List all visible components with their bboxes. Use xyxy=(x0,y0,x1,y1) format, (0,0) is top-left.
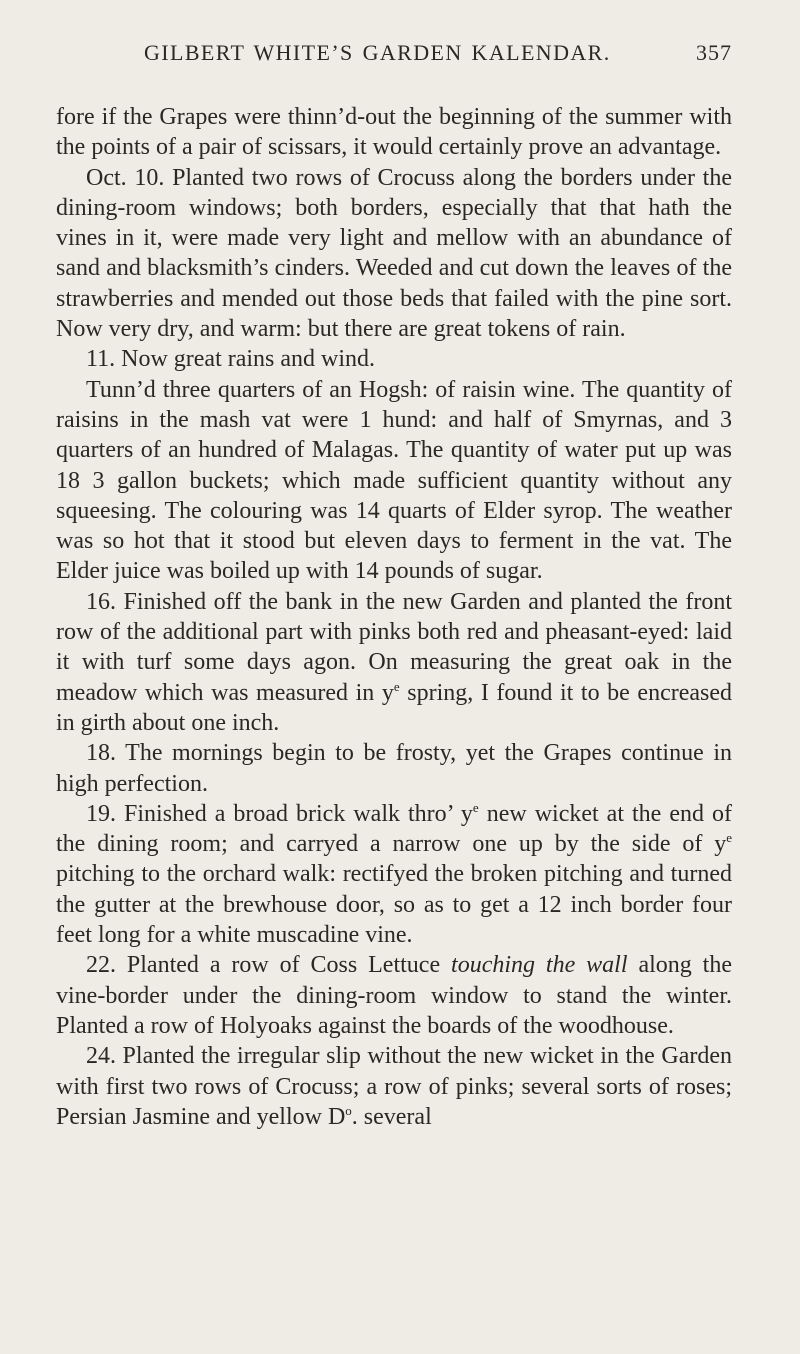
paragraph-19: 19. Finished a broad brick walk thro’ $y^e$ new wicket at the end of the dining room; and carryed a narrow one up by the side of $y^e$ pitching to the orchard walk: rectifyed the broken pitching and turned the gutter at the brewhouse door, so as to get a 12 inch border four feet long for a white muscadine vine. xyxy=(56,799,733,949)
running-head: GILBERT WHITE’S GARDEN KALENDAR. xyxy=(144,40,611,65)
page-number: 357 xyxy=(696,40,732,65)
paragraph-22: 22. Planted a row of Coss Lettuce touching the wall along the vine-border under the dining-room window to stand the winter. Planted a row of Holyoaks against the boards of the woodhouse. xyxy=(56,952,733,1039)
paragraph-16: 16. Finished off the bank in the new Garden and planted the front row of the additional part with pinks both red and pheasant-eyed: laid it with turf some days agon. On measuring the great oak in the meadow which was measured in $y^e$ spring, I found it to be encreased in girth about one inch. xyxy=(56,588,733,736)
paragraph-continuation: fore if the Grapes were thinn’d-out the beginning of the summer with the points of a pair of scissars, it would certainly prove an advantage. xyxy=(56,104,732,161)
paragraph-raisin-wine: Tunn’d three quarters of an Hogsh: of raisin wine. The quantity of raisins in the mash vat were 1 hund: and half of Smyrnas, and 3 quarters of an hundred of Malagas. The quantity of water put up was 18 3 gallon buckets; which made sufficient quantity without any squeesing. The colouring was 14 quarts of Elder syrop. The weather was so hot that it stood but eleven days to ferment in the vat. The Elder juice was boiled up with 14 pounds of sugar. xyxy=(56,376,732,585)
page-header xyxy=(56,40,732,76)
paragraph-oct-10: Oct. 10. Planted two rows of Crocuss along the borders under the dining-room windows; both borders, especially that that hath the vines in it, were made very light and mellow with an abundance of sand and blacksmith’s cinders. Weeded and cut down the leaves of the strawberries and mended out those beds that failed with the pine sort. Now very dry, and warm: but there are great tokens of rain. xyxy=(56,164,732,343)
superscript: e xyxy=(472,799,479,815)
paragraph-11: 11. Now great rains and wind. xyxy=(86,346,376,373)
superscript: o xyxy=(345,1102,352,1118)
superscript: e xyxy=(726,830,732,846)
superscript: e xyxy=(393,678,400,694)
italic-phrase: touching the wall xyxy=(451,952,628,979)
body-text xyxy=(56,102,732,1132)
paragraph-18: 18. The mornings begin to be frosty, yet the Grapes continue in high perfection. xyxy=(56,740,732,797)
paragraph-24: 24. Planted the irregular slip without the new wicket in the Garden with first two rows of Crocuss; a row of pinks; several sorts of roses; Persian Jasmine and yellow $D^o$. several xyxy=(56,1043,732,1130)
